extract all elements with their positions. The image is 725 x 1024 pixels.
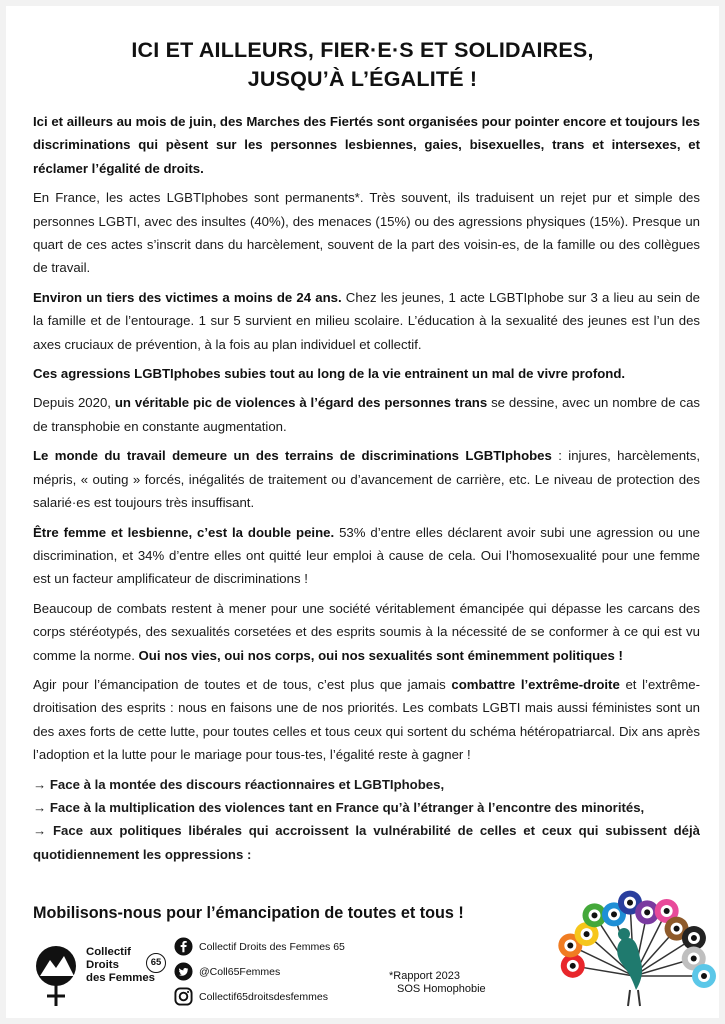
- page-title: [6, 36, 719, 94]
- call-to-action: Mobilisons-nous pour l’émancipation de toutes et tous !: [33, 904, 464, 922]
- arrow-item: → Face à la multiplication des violences tant en France qu’à l’étranger à l’encontre des minorités,: [33, 799, 645, 815]
- twitter-icon: [174, 962, 193, 981]
- agir-paragraph: Agir pour l’émancipation de toutes et de tous, c’est plus que jamais combattre l’extrême-droite et l’extrême-droitisation des esprits : nous en faisons une de nos priorités. Les combats LGBTI mais aussi féministes sont un des axes forts de cette lutte, pour toutes celles et tous ceux qui sortent du schéma hétéropatriarcal. Dix ans après l’adoption et la lutte pour le mariage pour tous-tes, l’égalité reste à gagner !: [33, 676, 700, 763]
- combats-paragraph: Beaucoup de combats restent à mener pour une société véritablement émancipée qui dépasse les carcans des corps stéréotypés, des sexualités corsetées et des esprits soumis à la nécessité de se conformer à ce qui est vu comme la norme. Oui nos vies, oui nos corps, oui nos sexualités sont éminemment politiques !: [33, 600, 700, 663]
- title-line-1: ICI ET AILLEURS, FIER·E·S ET SOLIDAIRES,: [131, 38, 594, 62]
- peacock-leg: [628, 990, 630, 1006]
- instagram-icon: [174, 987, 193, 1006]
- peacock-illustration: [536, 878, 718, 1008]
- trans-paragraph: Depuis 2020, un véritable pic de violences à l’égard des personnes trans se dessine, avec un nombre de cas de transphobie en constante augmentation.: [33, 395, 701, 434]
- article-body: [33, 110, 700, 866]
- facebook-icon: [174, 937, 193, 956]
- young-paragraph: Environ un tiers des victimes a moins de 24 ans. Chez les jeunes, 1 acte LGBTIphobe sur 3 a lieu au sein de la famille et de l’entourage. 1 sur 5 survient en milieu scolaire. L’éducation à la sexualité des jeunes est l’un des axes cruciaux de prévention, à la fois au plan individuel et collectif.: [33, 289, 700, 352]
- logo-number-badge: 65: [146, 953, 166, 973]
- arrow-item: → Face aux politiques libérales qui accroissent la vulnérabilité de celles et ceux qui subissent déjà quotidiennement les oppressions :: [33, 823, 700, 862]
- arrow-item: → Face à la montée des discours réactionnaires et LGBTIphobes,: [33, 776, 445, 792]
- intro-paragraph: Ici et ailleurs au mois de juin, des Marches des Fiertés sont organisées pour pointer encore et toujours les discriminations qui pèsent sur les personnes lesbiennes, gaies, bisexuelles, trans et intersexes, et réclamer l’égalité de droits.: [33, 114, 700, 176]
- tree-icon: [36, 946, 76, 1006]
- title-line-2: JUSQU’À L’ÉGALITÉ !: [247, 67, 478, 91]
- peacock-leg: [638, 990, 640, 1006]
- feather-eye: [561, 954, 585, 978]
- feather-eye: [682, 926, 706, 950]
- facebook-link[interactable]: Collectif Droits des Femmes 65: [174, 934, 345, 959]
- twitter-link[interactable]: @Coll65Femmes: [174, 959, 345, 984]
- france-paragraph: En France, les actes LGBTIphobes sont permanents*. Très souvent, ils traduisent un rejet pur et simple des personnes LGBTI, avec des insultes (40%), des menaces (15%) ou des agressions physiques (15%). Presque un quart de ces actes s’inscrit dans du harcèlement, souvent de la part des voisin-es, de la famille ou des collègues de travail.: [33, 190, 700, 276]
- logo-text: Collectif Droits des Femmes: [86, 946, 156, 984]
- agressions-paragraph: Ces agressions LGBTIphobes subies tout au long de la vie entrainent un mal de vivre profond.: [33, 366, 626, 382]
- femme-paragraph: Être femme et lesbienne, c’est la double peine. 53% d’entre elles déclarent avoir subi une agression ou une discrimination, et 34% d’entre elles ont quitté leur emploi à cause de cela. Oui l’homosexualité pour une femme est un facteur amplificateur de discriminations !: [33, 524, 700, 587]
- flyer-page: [6, 6, 719, 1018]
- footnote: *Rapport 2023 SOS Homophobie: [389, 970, 486, 995]
- social-links: [174, 934, 345, 1009]
- peacock-head: [618, 928, 630, 940]
- instagram-link[interactable]: Collectif65droitsdesfemmes: [174, 984, 345, 1009]
- arrow-list: [33, 773, 700, 867]
- feather-eye: [692, 964, 716, 988]
- travail-paragraph: Le monde du travail demeure un des terrains de discriminations LGBTIphobes : injures, harcèlements, mépris, « outing » forcés, inégalités de traitement ou d’avancement de carrière, etc. Le niveau de protection des salarié·es est toujours très insuffisant.: [33, 448, 700, 511]
